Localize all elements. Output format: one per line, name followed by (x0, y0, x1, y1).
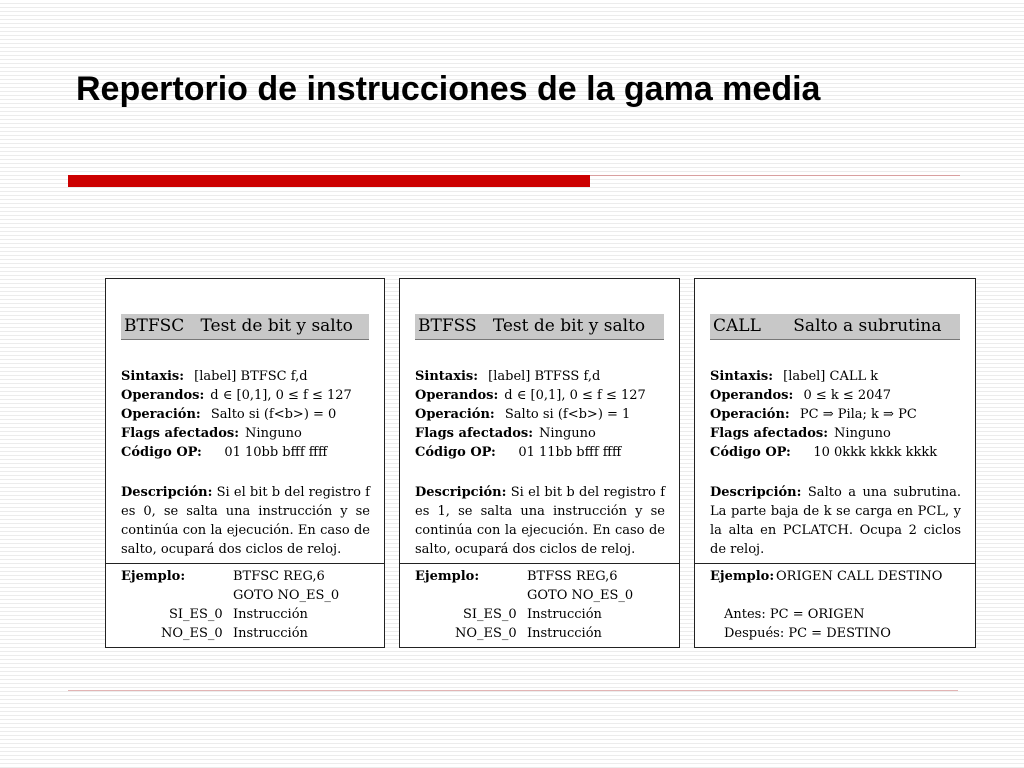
codigo-label: Código OP: (121, 445, 202, 460)
sintaxis-value: [label] BTFSC f,d (194, 369, 308, 384)
codigo-label: Código OP: (710, 445, 791, 460)
operandos-row (710, 386, 963, 405)
codigo-value: 10 0kkk kkkk kkkk (813, 445, 938, 460)
sintaxis-row (121, 367, 372, 386)
sintaxis-label: Sintaxis: (121, 369, 185, 384)
descripcion-value: Salto a una subrutina. La parte baja de k se carga en PCL, y la alta en PCLATCH. Ocupa 2 ciclos de reloj. (710, 485, 961, 557)
codigo-value: 01 10bb bfff ffff (224, 445, 328, 460)
example-line-2: GOTO NO_ES_0 (233, 588, 340, 603)
sintaxis-label: Sintaxis: (710, 369, 774, 384)
descripcion-value: Si el bit b del registro f es 1, se salta una instrucción y se continúa con la ejecución. En caso de salto, ocupará dos ciclos de reloj. (415, 485, 666, 557)
card-fields (415, 367, 667, 462)
description-block (121, 483, 370, 559)
slide-title: Repertorio de instrucciones de la gama media (76, 70, 821, 108)
example-line-1: ORIGEN CALL DESTINO (776, 569, 943, 584)
operandos-label: Operandos: (415, 388, 499, 403)
example-ins-4: Instrucción (233, 626, 308, 641)
codigo-value: 01 11bb bfff ffff (518, 445, 622, 460)
title-thin-rule (590, 175, 960, 176)
operandos-label: Operandos: (710, 388, 794, 403)
sintaxis-label: Sintaxis: (415, 369, 479, 384)
flags-label: Flags afectados: (710, 426, 829, 441)
codigo-row (121, 443, 372, 462)
example-block (121, 567, 374, 643)
descripcion-value: Si el bit b del registro f es 0, se salta una instrucción y se continúa con la ejecución. En caso de salto, ocupará dos ciclos de reloj. (121, 485, 370, 557)
operandos-value: 0 ≤ k ≤ 2047 (803, 388, 891, 403)
flags-label: Flags afectados: (415, 426, 534, 441)
codigo-label: Código OP: (415, 445, 496, 460)
title-red-bar (68, 175, 590, 187)
example-tag-3: SI_ES_0 (463, 607, 517, 622)
footer-rule (68, 690, 958, 691)
codigo-row (710, 443, 963, 462)
operandos-row (415, 386, 667, 405)
flags-value: Ninguno (539, 426, 596, 441)
example-tag-3: SI_ES_0 (169, 607, 223, 622)
card-heading: CALL Salto a subrutina (710, 314, 960, 340)
ejemplo-label: Ejemplo: (121, 569, 186, 584)
operacion-label: Operación: (415, 407, 495, 422)
descripcion-label: Descripción: (710, 485, 802, 500)
flags-value: Ninguno (834, 426, 891, 441)
example-line-2: GOTO NO_ES_0 (527, 588, 634, 603)
example-despues: Después: PC = DESTINO (724, 626, 891, 641)
ejemplo-label: Ejemplo: (710, 569, 775, 584)
flags-row (415, 424, 667, 443)
operacion-value: Salto si (f<b>) = 0 (210, 407, 337, 422)
descripcion-label: Descripción: (415, 485, 507, 500)
example-ins-3: Instrucción (233, 607, 308, 622)
card-heading: BTFSC Test de bit y salto (121, 314, 369, 340)
operacion-label: Operación: (121, 407, 201, 422)
example-block (415, 567, 669, 643)
example-line-1: BTFSS REG,6 (527, 569, 618, 584)
example-ins-3: Instrucción (527, 607, 602, 622)
flags-label: Flags afectados: (121, 426, 240, 441)
example-divider (400, 563, 679, 564)
flags-row (710, 424, 963, 443)
sintaxis-row (710, 367, 963, 386)
description-block (710, 483, 961, 559)
instruction-card-btfss (399, 278, 680, 648)
description-block (415, 483, 665, 559)
operandos-label: Operandos: (121, 388, 205, 403)
card-fields (121, 367, 372, 462)
operacion-row (710, 405, 963, 424)
card-fields (710, 367, 963, 462)
flags-row (121, 424, 372, 443)
operandos-value: d ∈ [0,1], 0 ≤ f ≤ 127 (504, 388, 646, 403)
sintaxis-value: [label] CALL k (783, 369, 879, 384)
card-heading: BTFSS Test de bit y salto (415, 314, 664, 340)
example-line-1: BTFSC REG,6 (233, 569, 325, 584)
example-divider (106, 563, 384, 564)
instruction-card-btfsc (105, 278, 385, 648)
sintaxis-row (415, 367, 667, 386)
example-divider (695, 563, 975, 564)
operacion-row (415, 405, 667, 424)
example-antes: Antes: PC = ORIGEN (724, 607, 865, 622)
example-tag-4: NO_ES_0 (161, 626, 223, 641)
example-tag-4: NO_ES_0 (455, 626, 517, 641)
operacion-label: Operación: (710, 407, 790, 422)
ejemplo-label: Ejemplo: (415, 569, 480, 584)
instruction-card-call (694, 278, 976, 648)
example-block (710, 567, 965, 643)
flags-value: Ninguno (245, 426, 302, 441)
codigo-row (415, 443, 667, 462)
operandos-row (121, 386, 372, 405)
sintaxis-value: [label] BTFSS f,d (488, 369, 601, 384)
operandos-value: d ∈ [0,1], 0 ≤ f ≤ 127 (210, 388, 352, 403)
descripcion-label: Descripción: (121, 485, 213, 500)
operacion-value: Salto si (f<b>) = 1 (504, 407, 631, 422)
operacion-value: PC ⇒ Pila; k ⇒ PC (799, 407, 917, 422)
operacion-row (121, 405, 372, 424)
example-ins-4: Instrucción (527, 626, 602, 641)
